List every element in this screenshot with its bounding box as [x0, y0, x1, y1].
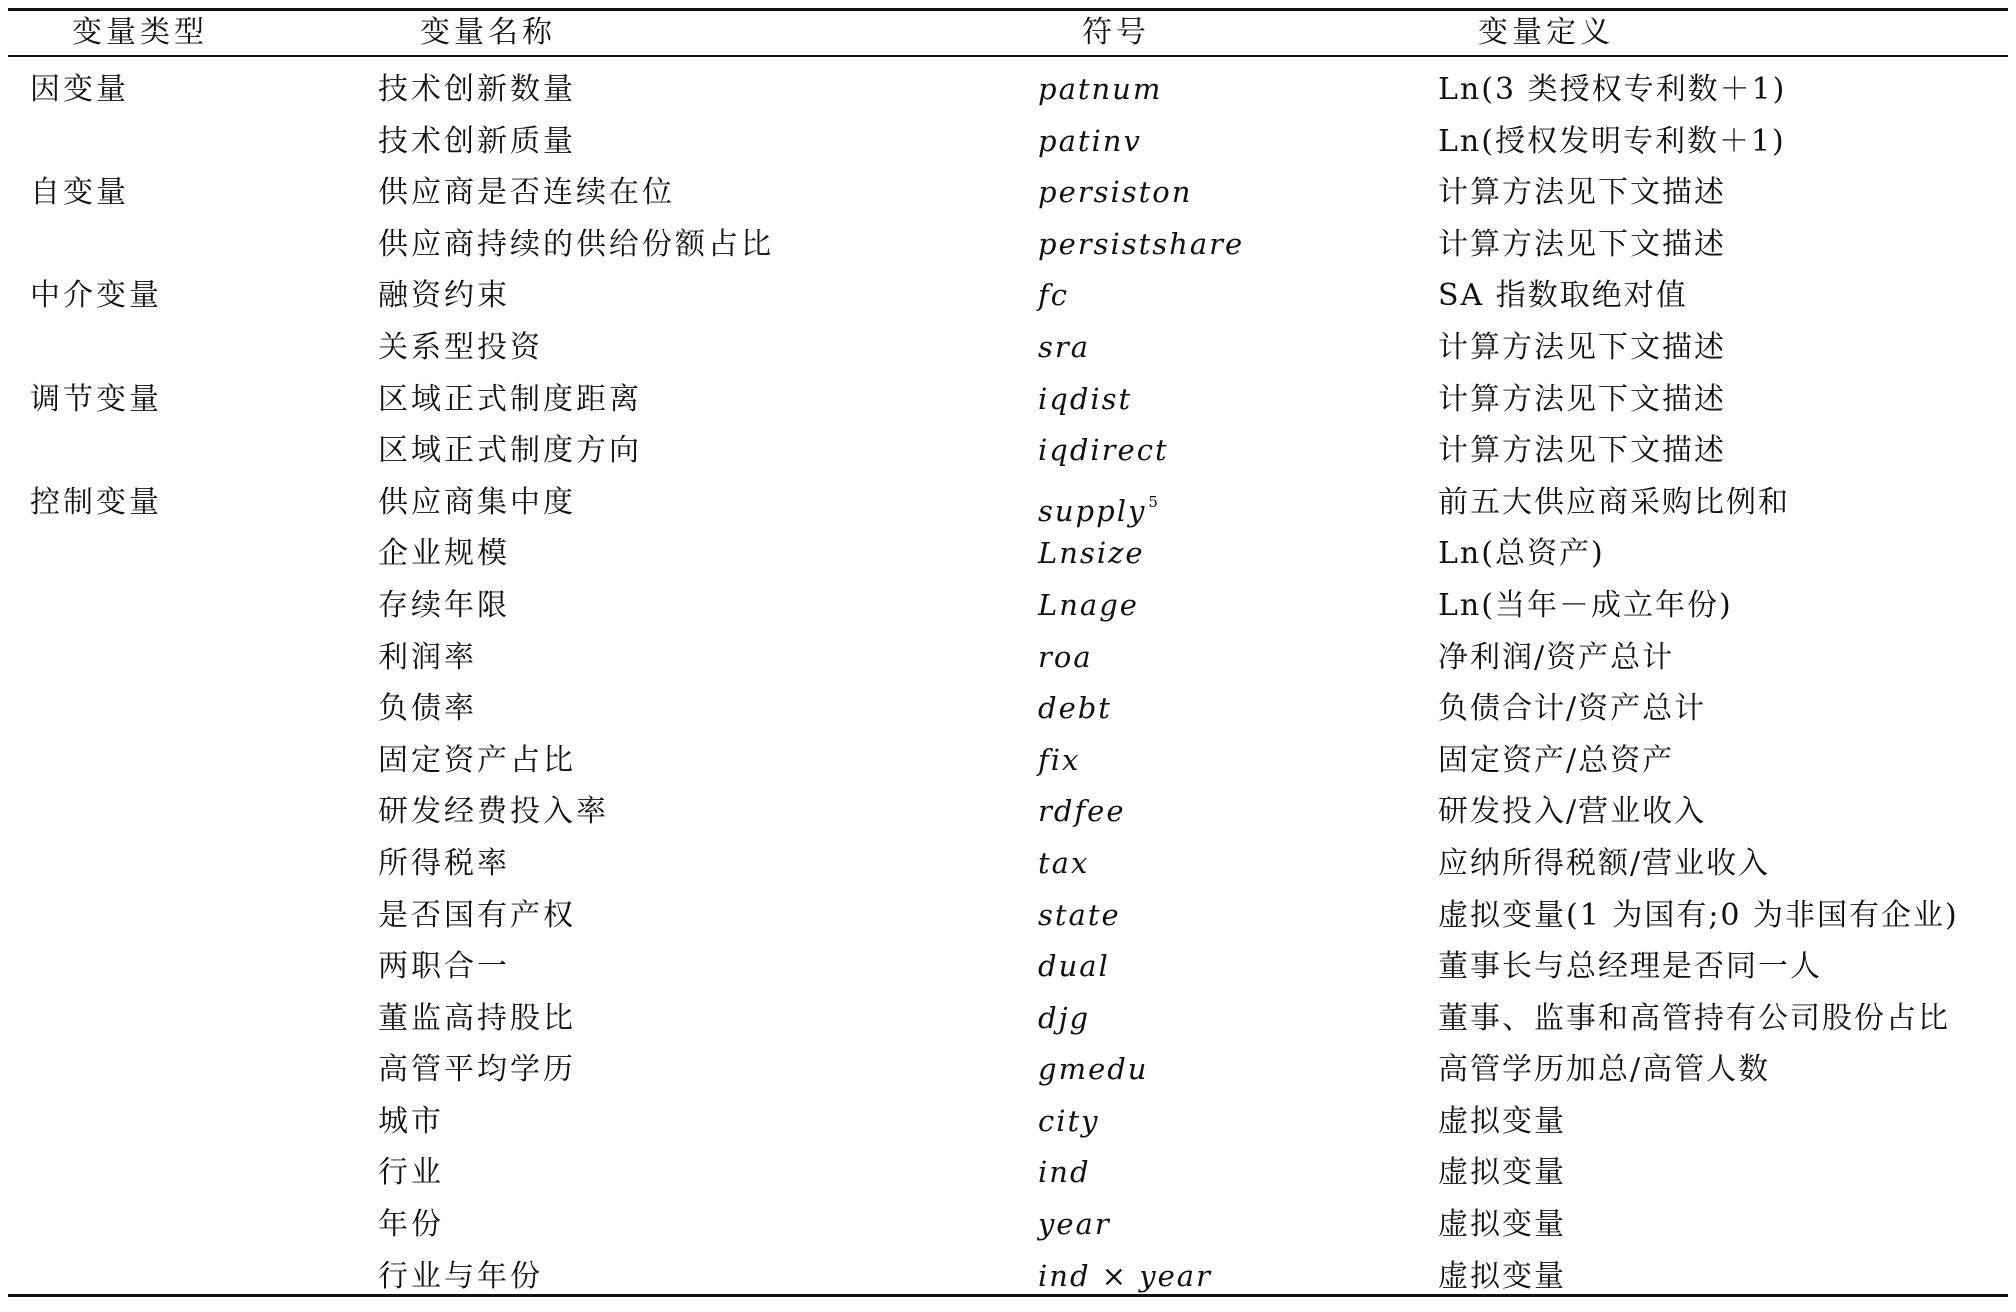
cell-variable-type: 因变量	[30, 72, 129, 107]
cell-variable-name: 所得税率	[378, 845, 510, 881]
cell-variable-definition: 计算方法见下文描述	[1438, 329, 1726, 365]
symbol-text: iqdist	[1038, 381, 1133, 416]
cell-variable-type: 自变量	[30, 175, 129, 211]
cell-variable-name: 行业	[378, 1155, 444, 1191]
table-row	[0, 786, 2016, 838]
symbol-text: fix	[1038, 742, 1081, 777]
symbol-text: debt	[1038, 691, 1112, 726]
cell-variable-definition: SA 指数取绝对值	[1438, 278, 1688, 314]
cell-symbol	[1038, 64, 1162, 116]
header-symbol: 符号	[1082, 15, 1150, 50]
cell-variable-definition: 董事、监事和高管持有公司股份占比	[1438, 1000, 1950, 1036]
cell-variable-definition: 虚拟变量	[1438, 1258, 1566, 1294]
table-row	[0, 890, 2016, 942]
cell-variable-name: 年份	[378, 1207, 444, 1243]
cell-symbol	[1038, 374, 1132, 426]
table-row	[0, 993, 2016, 1045]
symbol-text: roa	[1038, 639, 1093, 674]
symbol-text: city	[1038, 1103, 1100, 1138]
table-row	[0, 219, 2016, 271]
symbol-text: persiston	[1038, 175, 1193, 210]
cell-variable-name: 城市	[378, 1103, 444, 1139]
cell-symbol	[1038, 838, 1089, 890]
cell-variable-definition: 计算方法见下文描述	[1438, 381, 1726, 417]
table-row	[0, 1096, 2016, 1148]
cell-variable-name: 区域正式制度距离	[378, 381, 642, 417]
cell-variable-name: 两职合一	[378, 949, 510, 985]
symbol-text: iqdirect	[1038, 433, 1169, 468]
cell-variable-definition: 虚拟变量(1 为国有;0 为非国有企业)	[1438, 897, 1959, 933]
symbol-text: persistshare	[1038, 226, 1245, 261]
symbol-text: year	[1038, 1207, 1111, 1242]
cell-variable-type: 中介变量	[30, 278, 162, 314]
symbol-text: sra	[1038, 329, 1091, 364]
table-row	[0, 632, 2016, 684]
table-row	[0, 425, 2016, 477]
symbol-text: Lnsize	[1038, 536, 1145, 571]
header-variable-definition: 变量定义	[1478, 15, 1614, 50]
table-body	[0, 64, 2016, 1302]
cell-variable-definition: 计算方法见下文描述	[1438, 226, 1726, 262]
cell-symbol	[1038, 425, 1169, 477]
cell-variable-name: 研发经费投入率	[378, 794, 609, 830]
cell-variable-definition: Ln(当年－成立年份)	[1438, 587, 1733, 623]
symbol-text: supply	[1038, 493, 1147, 528]
symbol-text: djg	[1038, 1000, 1091, 1035]
cell-symbol	[1038, 683, 1112, 735]
cell-variable-definition: Ln(总资产)	[1438, 536, 1605, 572]
cell-variable-name: 供应商集中度	[378, 484, 576, 520]
cell-variable-name: 固定资产占比	[378, 742, 576, 778]
table-header-rule	[8, 55, 2008, 57]
table-row	[0, 580, 2016, 632]
table-row	[0, 374, 2016, 426]
symbol-text: rdfee	[1038, 794, 1126, 829]
symbol-text: state	[1038, 897, 1121, 932]
table-header	[0, 8, 2016, 55]
table-row	[0, 64, 2016, 116]
cell-variable-name: 供应商持续的供给份额占比	[378, 226, 774, 262]
cell-symbol	[1038, 322, 1090, 374]
cell-symbol	[1038, 1147, 1091, 1199]
table-row	[0, 735, 2016, 787]
cell-variable-name: 区域正式制度方向	[378, 433, 642, 469]
table-row	[0, 167, 2016, 219]
cell-variable-definition: 净利润/资产总计	[1438, 639, 1675, 675]
cell-variable-name: 是否国有产权	[378, 897, 576, 933]
cell-variable-definition: Ln(授权发明专利数＋1)	[1438, 123, 1786, 159]
cell-variable-name: 技术创新质量	[378, 123, 576, 159]
table-row	[0, 528, 2016, 580]
symbol-text: patnum	[1038, 72, 1163, 106]
table-row	[0, 116, 2016, 168]
cell-symbol	[1038, 219, 1244, 271]
header-variable-name: 变量名称	[420, 15, 556, 50]
cell-symbol	[1038, 1044, 1148, 1096]
table-row	[0, 1147, 2016, 1199]
cell-variable-definition: 应纳所得税额/营业收入	[1438, 845, 1771, 881]
cell-variable-definition: 虚拟变量	[1438, 1155, 1566, 1191]
cell-symbol	[1038, 735, 1080, 787]
cell-symbol	[1038, 167, 1192, 219]
table-row	[0, 1044, 2016, 1096]
cell-symbol	[1038, 528, 1145, 580]
cell-variable-name: 董监高持股比	[378, 1000, 576, 1036]
symbol-text: fc	[1038, 278, 1069, 313]
cell-variable-definition: 负债合计/资产总计	[1438, 691, 1707, 727]
cell-symbol	[1038, 580, 1139, 632]
cell-variable-definition: Ln(3 类授权专利数＋1)	[1438, 72, 1787, 107]
symbol-text: dual	[1038, 949, 1110, 984]
cell-variable-definition: 固定资产/总资产	[1438, 742, 1675, 778]
cell-variable-definition: 研发投入/营业收入	[1438, 794, 1707, 830]
cell-variable-name: 负债率	[378, 691, 477, 727]
table-row	[0, 941, 2016, 993]
cell-symbol	[1038, 941, 1110, 993]
table-row	[0, 477, 2016, 529]
cell-symbol	[1038, 116, 1142, 168]
cell-variable-name: 存续年限	[378, 587, 510, 623]
cell-variable-definition: 虚拟变量	[1438, 1103, 1566, 1139]
cell-variable-type: 调节变量	[30, 381, 162, 417]
symbol-text: ind × year	[1038, 1258, 1212, 1293]
cell-variable-name: 企业规模	[378, 536, 510, 572]
symbol-superscript: 5	[1148, 492, 1160, 511]
table-bottom-rule	[8, 1294, 2008, 1297]
cell-variable-name: 融资约束	[378, 278, 510, 314]
cell-variable-definition: 董事长与总经理是否同一人	[1438, 949, 1822, 985]
cell-symbol	[1038, 890, 1121, 942]
cell-variable-name: 关系型投资	[378, 329, 543, 365]
cell-variable-name: 供应商是否连续在位	[378, 175, 675, 211]
cell-variable-definition: 高管学历加总/高管人数	[1438, 1052, 1771, 1088]
cell-symbol	[1038, 1096, 1100, 1148]
table-row	[0, 270, 2016, 322]
cell-variable-definition: 虚拟变量	[1438, 1207, 1566, 1243]
cell-variable-name: 技术创新数量	[378, 72, 576, 107]
cell-symbol	[1038, 632, 1093, 684]
cell-variable-name: 行业与年份	[378, 1258, 543, 1294]
cell-variable-definition: 前五大供应商采购比例和	[1438, 484, 1790, 520]
symbol-text: patinv	[1038, 123, 1142, 158]
cell-variable-definition: 计算方法见下文描述	[1438, 175, 1726, 211]
table-row	[0, 322, 2016, 374]
cell-symbol	[1038, 477, 1160, 529]
symbol-text: ind	[1038, 1155, 1091, 1190]
symbol-text: tax	[1038, 845, 1090, 880]
table-row	[0, 838, 2016, 890]
symbol-text: Lnage	[1038, 587, 1139, 622]
cell-variable-name: 高管平均学历	[378, 1052, 576, 1088]
cell-symbol	[1038, 786, 1125, 838]
table-row	[0, 683, 2016, 735]
cell-variable-definition: 计算方法见下文描述	[1438, 433, 1726, 469]
header-variable-type: 变量类型	[72, 15, 208, 50]
table-row	[0, 1199, 2016, 1251]
cell-symbol	[1038, 993, 1090, 1045]
cell-symbol	[1038, 1199, 1111, 1251]
cell-variable-name: 利润率	[378, 639, 477, 675]
cell-variable-type: 控制变量	[30, 484, 162, 520]
symbol-text: gmedu	[1038, 1052, 1149, 1087]
cell-symbol	[1038, 270, 1069, 322]
